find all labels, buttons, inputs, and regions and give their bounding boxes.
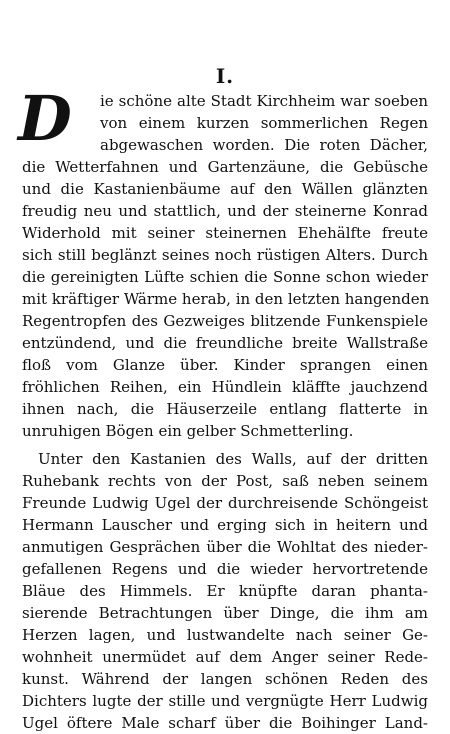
text-line: Ugel öftere Male scharf über die Boihinger Land- — [22, 714, 428, 732]
text-line: Regentropfen des Gezweiges blitzende Funkenspiele — [22, 312, 428, 330]
text-line: unruhigen Bögen ein gelber Schmetterling. — [22, 422, 354, 440]
text-line: freudig neu und stattlich, und der steinerne Konrad — [22, 202, 428, 220]
text-line: Dichters lugte der stille und vergnügte Herr Ludwig — [22, 692, 428, 710]
text-line: anmutigen Gesprächen über die Wohltat des nieder- — [22, 538, 428, 556]
text-line: wohnheit unermüdet auf dem Anger seiner Rede- — [22, 648, 428, 666]
text-line: Unter den Kastanien des Walls, auf der dritten — [38, 450, 428, 468]
text-line: Ruhebank rechts von der Post, saß neben seinem — [22, 472, 428, 490]
chapter-heading: I. — [215, 64, 235, 88]
text-line: floß vom Glanze über. Kinder sprangen einen — [22, 356, 428, 374]
text-line: und die Kastanienbäume auf den Wällen glänzten — [22, 180, 428, 198]
text-line: sich still beglänzt seines noch rüstigen Alters. Durch — [22, 246, 428, 264]
text-line: mit kräftiger Wärme herab, in den letzten hangenden — [22, 290, 430, 308]
text-line: gefallenen Regens und die wieder hervortretende — [22, 560, 428, 578]
text-line: Hermann Lauscher und erging sich in heitern und — [22, 516, 428, 534]
text-line: kunst. Während der langen schönen Reden des — [22, 670, 428, 688]
text-line: Herzen lagen, und lustwandelte nach seiner Ge- — [22, 626, 428, 644]
text-line: abgewaschen worden. Die roten Dächer, — [100, 136, 428, 154]
text-line: fröhlichen Reihen, ein Hündlein kläffte jauchzend — [22, 378, 428, 396]
text-line: entzündend, und die freundliche breite Wallstraße — [22, 334, 428, 352]
text-line: ihnen nach, die Häuserzeile entlang flatterte in — [22, 400, 428, 418]
text-line: die Wetterfahnen und Gartenzäune, die Gebüsche — [22, 158, 428, 176]
text-line: Freunde Ludwig Ugel der durchreisende Schöngeist — [22, 494, 428, 512]
text-line: sierende Betrachtungen über Dinge, die ihm am — [22, 604, 428, 622]
text-line: die gereinigten Lüfte schien die Sonne schon wieder — [22, 268, 428, 286]
text-line: von einem kurzen sommerlichen Regen — [100, 114, 428, 132]
text-line: Widerhold mit seiner steinernen Ehehälfte freute — [22, 224, 428, 242]
text-line: ie schöne alte Stadt Kirchheim war soeben — [100, 92, 428, 110]
drop-cap-initial: D — [18, 82, 72, 155]
text-line: Bläue des Himmels. Er knüpfte daran phanta- — [22, 582, 428, 600]
